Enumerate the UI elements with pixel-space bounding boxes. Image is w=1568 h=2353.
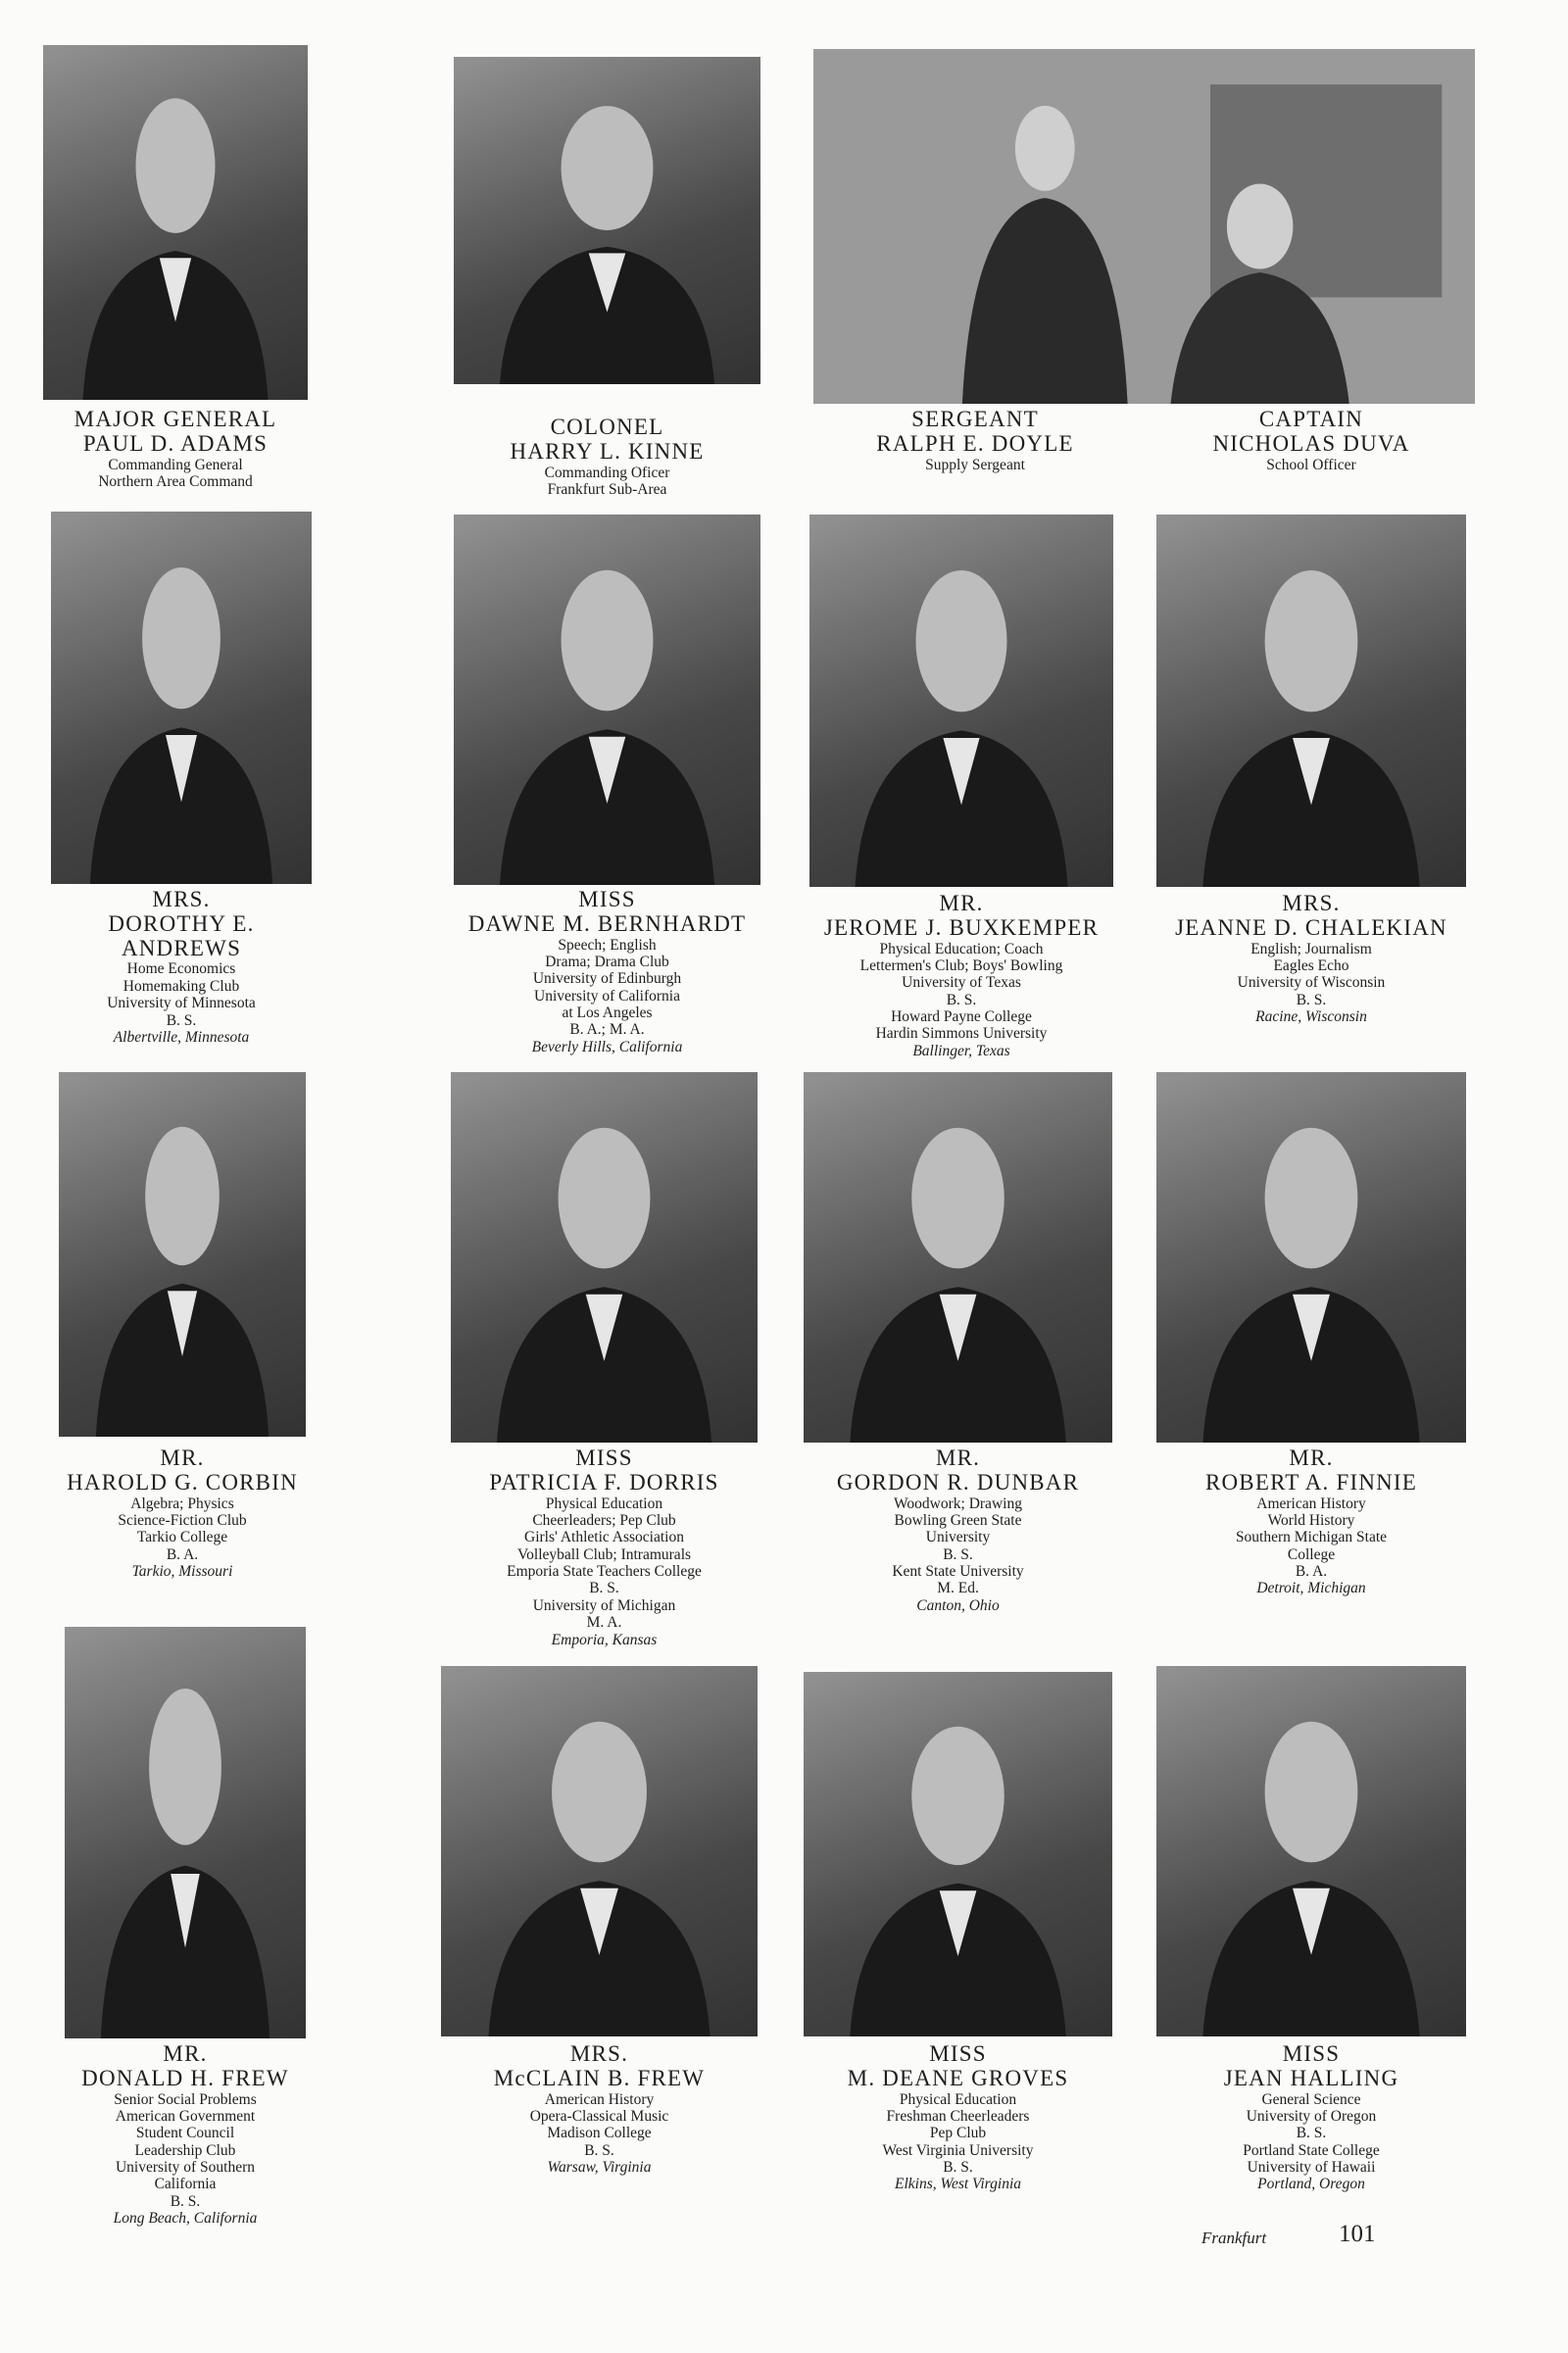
page-number: 101	[1339, 2221, 1376, 2247]
person-detail: Kent State University	[892, 1563, 1024, 1581]
person-caption	[1156, 1446, 1466, 1597]
person-title: MR.	[163, 2041, 208, 2066]
person-caption	[813, 408, 1137, 473]
person-detail: Science-Fiction Club	[118, 1512, 247, 1530]
person-detail: University	[925, 1529, 991, 1546]
person-detail: Physical Education	[545, 1495, 663, 1512]
person-detail: B. S.	[946, 991, 977, 1008]
person-hometown: Racine, Wisconsin	[1255, 1008, 1367, 1026]
person-title: MR.	[160, 1446, 205, 1470]
person-caption	[1156, 2042, 1466, 2193]
person-detail: Algebra; Physics	[130, 1495, 234, 1512]
person-detail: Homemaking Club	[122, 977, 240, 995]
person-hometown: Beverly Hills, California	[531, 1038, 683, 1055]
person-detail: University of Edinburgh	[532, 970, 682, 988]
person-hometown: Long Beach, California	[113, 2210, 258, 2228]
person-detail: at Los Angeles	[562, 1005, 653, 1022]
person-name: McCLAIN B. FREW	[493, 2065, 706, 2090]
person-hometown: Ballinger, Texas	[912, 1042, 1010, 1059]
person-title: MISS	[1282, 2041, 1341, 2066]
person-title: MR.	[939, 891, 984, 915]
person-name: HAROLD G. CORBIN	[67, 1469, 298, 1495]
person-name: HARRY L. KINNE	[510, 438, 705, 464]
person-caption	[454, 416, 760, 498]
person-caption	[1156, 892, 1466, 1025]
person-detail: Commanding General	[108, 456, 243, 473]
person-title: MRS.	[1282, 891, 1341, 915]
person-detail: California	[154, 2176, 217, 2193]
person-detail: Southern Michigan State	[1235, 1529, 1388, 1546]
person-detail: Woodwork; Drawing	[894, 1495, 1022, 1512]
person-detail: University of Michigan	[532, 1596, 676, 1614]
person-detail: Emporia State Teachers College	[507, 1563, 702, 1581]
person-detail: Lettermen's Club; Boys' Bowling	[859, 957, 1063, 975]
person-title: CAPTAIN	[1258, 407, 1364, 431]
person-hometown: Portland, Oregon	[1257, 2176, 1365, 2193]
person-detail: English; Journalism	[1250, 940, 1372, 957]
person-detail: Hardin Simmons University	[875, 1025, 1048, 1043]
person-detail: Girls' Athletic Association	[524, 1529, 684, 1546]
person-detail: American Government	[115, 2108, 256, 2126]
person-detail: Leadership Club	[134, 2141, 236, 2159]
portrait-photo	[813, 49, 1475, 404]
person-title: MISS	[575, 1446, 633, 1470]
portrait-photo	[441, 1666, 758, 2036]
person-name: DOROTHY E. ANDREWS	[108, 910, 255, 960]
person-hometown: Tarkio, Missouri	[131, 1563, 233, 1581]
person-title: SERGEANT	[911, 407, 1039, 431]
portrait-photo	[454, 57, 760, 384]
person-detail: Tarkio College	[136, 1529, 228, 1546]
person-detail: West Virginia University	[882, 2141, 1034, 2159]
person-name: PAUL D. ADAMS	[82, 430, 269, 456]
person-hometown: Warsaw, Virginia	[547, 2159, 652, 2177]
person-name: M. DEANE GROVES	[847, 2065, 1069, 2090]
person-detail: Northern Area Command	[98, 473, 253, 491]
person-detail: Madison College	[547, 2125, 652, 2142]
person-title: MR.	[1289, 1446, 1334, 1470]
person-detail: B. A.; M. A.	[569, 1021, 645, 1039]
person-detail: University of Oregon	[1246, 2108, 1377, 2126]
person-detail: Supply Sergeant	[925, 456, 1025, 473]
person-name: NICHOLAS DUVA	[1212, 430, 1410, 456]
person-detail: B. S.	[589, 1580, 619, 1597]
person-name: PATRICIA F. DORRIS	[489, 1469, 719, 1495]
person-detail: B. S.	[1296, 2125, 1327, 2142]
person-caption	[43, 408, 308, 490]
person-hometown: Albertville, Minnesota	[113, 1028, 250, 1046]
person-detail: Physical Education	[899, 2090, 1017, 2108]
person-detail: Commanding Oficer	[544, 464, 670, 481]
person-name: DONALD H. FREW	[81, 2065, 289, 2090]
portrait-photo	[1156, 1072, 1466, 1443]
person-caption	[454, 888, 760, 1055]
person-detail: B. S.	[170, 2192, 201, 2210]
person-detail: B. S.	[943, 2159, 973, 2177]
person-title: MAJOR GENERAL	[74, 407, 277, 431]
portrait-photo	[1156, 1666, 1466, 2036]
person-detail: Physical Education; Coach	[879, 940, 1044, 957]
person-detail: Frankfurt Sub-Area	[547, 481, 667, 499]
portrait-photo	[451, 1072, 758, 1443]
portrait-photo	[1156, 515, 1466, 887]
person-detail: American History	[1256, 1495, 1366, 1512]
person-detail: B. S.	[166, 1011, 197, 1029]
person-detail: Portland State College	[1243, 2141, 1380, 2159]
portrait-photo	[809, 515, 1113, 887]
person-caption	[51, 888, 312, 1046]
person-detail: M. Ed.	[937, 1580, 979, 1597]
person-detail: B. S.	[584, 2141, 614, 2159]
portrait-photo	[65, 1627, 306, 2038]
person-title: COLONEL	[550, 415, 664, 439]
person-caption	[809, 892, 1113, 1059]
portrait-photo	[51, 512, 312, 884]
person-detail: Speech; English	[558, 936, 657, 954]
person-detail: World History	[1267, 1512, 1355, 1530]
person-title: MRS.	[152, 887, 211, 911]
person-detail: Senior Social Problems	[114, 2090, 257, 2108]
portrait-photo	[59, 1072, 306, 1437]
portrait-photo	[804, 1672, 1112, 2036]
person-title: MRS.	[569, 2041, 629, 2066]
person-hometown: Canton, Ohio	[916, 1596, 1000, 1614]
person-detail: University of Minnesota	[107, 995, 256, 1012]
portrait-photo	[804, 1072, 1112, 1443]
person-hometown: Detroit, Michigan	[1256, 1580, 1366, 1597]
person-detail: University of Wisconsin	[1237, 974, 1386, 992]
person-detail: Howard Payne College	[891, 1008, 1032, 1026]
portrait-photo	[43, 45, 308, 400]
person-name: JEANNE D. CHALEKIAN	[1175, 914, 1447, 940]
person-detail: Volleyball Club; Intramurals	[516, 1545, 692, 1563]
footer-school-name: Frankfurt	[1201, 2229, 1267, 2247]
person-detail: Drama; Drama Club	[545, 954, 669, 971]
person-caption	[804, 1446, 1112, 1614]
person-detail: B. A.	[166, 1545, 199, 1563]
person-caption	[804, 2042, 1112, 2193]
person-detail: Cheerleaders; Pep Club	[532, 1512, 676, 1530]
person-detail: Eagles Echo	[1273, 957, 1349, 975]
person-caption	[451, 1446, 758, 1648]
person-name: DAWNE M. BERNHARDT	[467, 910, 747, 936]
person-name: JEROME J. BUXKEMPER	[823, 914, 1100, 940]
person-caption	[59, 1446, 306, 1580]
person-detail: B. S.	[1296, 991, 1327, 1008]
person-detail: General Science	[1261, 2090, 1361, 2108]
person-detail: University of Southern	[115, 2159, 256, 2177]
person-hometown: Emporia, Kansas	[551, 1631, 658, 1648]
person-detail: University of California	[534, 987, 680, 1005]
person-detail: B. A.	[1295, 1563, 1328, 1581]
person-detail: College	[1287, 1545, 1336, 1563]
person-caption	[441, 2042, 758, 2176]
person-detail: Opera-Classical Music	[529, 2108, 669, 2126]
person-detail: Freshman Cheerleaders	[886, 2108, 1030, 2126]
person-name: GORDON R. DUNBAR	[836, 1469, 1080, 1495]
person-detail: Pep Club	[929, 2125, 987, 2142]
person-detail: School Officer	[1266, 456, 1356, 473]
person-detail: American History	[544, 2090, 655, 2108]
person-caption	[65, 2042, 306, 2228]
person-detail: Student Council	[135, 2125, 235, 2142]
portrait-photo	[454, 515, 760, 885]
person-title: MISS	[578, 887, 636, 911]
person-name: ROBERT A. FINNIE	[1204, 1469, 1418, 1495]
person-detail: Home Economics	[126, 960, 236, 978]
person-detail: University of Hawaii	[1247, 2159, 1376, 2177]
person-title: MISS	[929, 2041, 987, 2066]
person-detail: Bowling Green State	[894, 1512, 1022, 1530]
person-caption	[1156, 408, 1466, 473]
person-hometown: Elkins, West Virginia	[894, 2176, 1022, 2193]
person-detail: University of Texas	[902, 974, 1021, 992]
person-name: JEAN HALLING	[1223, 2065, 1399, 2090]
person-title: MR.	[935, 1446, 981, 1470]
person-detail: M. A.	[586, 1614, 622, 1632]
person-name: RALPH E. DOYLE	[876, 430, 1074, 456]
person-detail: B. S.	[943, 1545, 973, 1563]
